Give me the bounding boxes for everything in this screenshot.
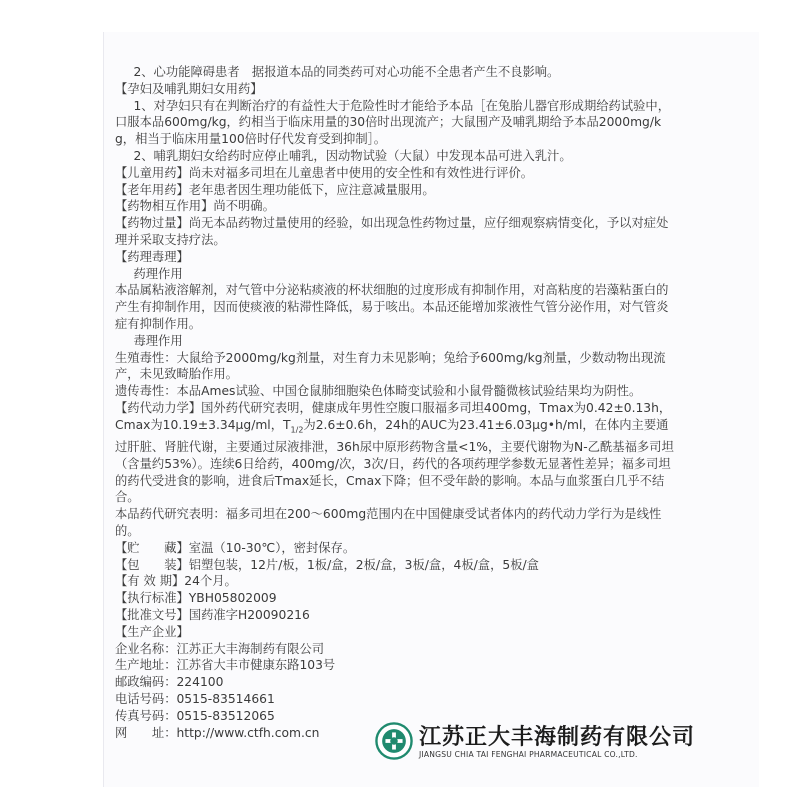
company-address-line: 生产地址：江苏省大丰市健康东路103号 bbox=[115, 658, 336, 673]
standard-paragraph: 【执行标准】YBH05802009 bbox=[115, 591, 277, 606]
pediatric-use-paragraph: 【儿童用药】尚未对福多司坦在儿童患者中使用的安全性和有效性进行评价。 bbox=[115, 165, 534, 180]
approval-number-paragraph: 【批准文号】国药准字H20090216 bbox=[115, 607, 310, 622]
pk-text-part-2: 为2.6±0.6h，24h的AUC为23.41±6.03μg•h/ml，在体内主要通过肝脏、肾脏代谢，主要通过尿液排泄，36h尿中原形药物含量<1%，主要代谢物为N-乙酰基福多司坦（含量约53%）。连续6日给药，400mg/次，3次/日，药代的各项药理学参数无显著性差异；福多司坦的药代受进食的影响，进食后Tmax延长，Cmax下降；但不受年龄的影响。本品与血浆蛋白几乎不结合。 bbox=[115, 417, 674, 505]
manufacturer-heading: 【生产企业】 bbox=[115, 624, 189, 639]
leaflet-body bbox=[115, 64, 675, 741]
pregnancy-heading: 【孕妇及哺乳期妇女用药】 bbox=[115, 81, 263, 96]
pk-text-part-1: 【药代动力学】国外药代研究表明，健康成年男性空腹口服福多司坦400mg，Tmax为0.42±0.13h，Cmax为10.19±3.34μg/ml，T bbox=[115, 400, 672, 432]
shelf-life-paragraph: 【有 效 期】24个月。 bbox=[115, 574, 237, 589]
storage-paragraph: 【贮 藏】室温（10-30℃），密封保存。 bbox=[115, 540, 356, 555]
reproductive-toxicity-paragraph: 生殖毒性：大鼠给予2000mg/kg剂量，对生育力未见影响；兔给予600mg/kg剂量，少数动物出现流产，未见致畸胎作用。 bbox=[115, 350, 666, 382]
phone-line: 电话号码：0515-83514661 bbox=[115, 691, 275, 706]
overdose-paragraph: 【药物过量】尚无本品药物过量使用的经验，如出现急性药物过量，应仔细观察病情变化，予以对症处理并采取支持疗法。 bbox=[115, 216, 669, 247]
pharmacology-subheading: 药理作用 bbox=[133, 266, 183, 281]
geriatric-use-paragraph: 【老年用药】老年患者因生理功能低下，应注意减量服用。 bbox=[115, 182, 435, 197]
toxicology-subheading: 毒理作用 bbox=[133, 333, 183, 348]
pregnancy-paragraph-2: 2、哺乳期妇女给药时应停止哺乳，因动物试验（大鼠）中发现本品可进入乳汁。 bbox=[133, 148, 572, 163]
website-line: 网 址：http://www.ctfh.com.cn bbox=[115, 725, 320, 740]
drug-interactions-paragraph: 【药物相互作用】尚不明确。 bbox=[115, 199, 275, 214]
pregnancy-paragraph-1: 1、对孕妇只有在判断治疗的有益性大于危险性时才能给予本品［在兔胎儿器官形成期给药试验中，口服本品600mg/kg，约相当于临床用量的30倍时出现流产；大鼠围产及哺乳期给予本品2000mg/kg，相当于临床用量100倍时仔代发育受到抑制］。 bbox=[115, 98, 671, 147]
company-logo-icon bbox=[375, 722, 413, 760]
half-life-subscript: 1/2 bbox=[290, 425, 304, 435]
postal-code-line: 邮政编码：224100 bbox=[115, 675, 224, 690]
genotoxicity-paragraph: 遗传毒性：本品Ames试验、中国仓鼠肺细胞染色体畸变试验和小鼠骨髓微核试验结果均为阴性。 bbox=[115, 384, 642, 399]
cardiac-patients-paragraph: 2、心功能障碍患者 据报道本品的同类药可对心功能不全患者产生不良影响。 bbox=[133, 65, 560, 79]
company-name-cn: 江苏正大丰海制药有限公司 bbox=[419, 725, 696, 750]
company-footer bbox=[375, 720, 696, 780]
fax-line: 传真号码：0515-83512065 bbox=[115, 708, 275, 723]
company-name-en: JIANGSU CHIA TAI FENGHAI PHARMACEUTICAL CO.,LTD. bbox=[419, 750, 638, 759]
pharmacokinetics-paragraph bbox=[115, 400, 675, 506]
pharmacology-paragraph: 本品属粘液溶解剂，对气管中分泌粘痰液的杯状细胞的过度形成有抑制作用，对高粘度的岩藻粘蛋白的产生有抑制作用，因而使痰液的粘滞性降低，易于咳出。本品还能增加浆液性气管分泌作用，对气管炎症有抑制作用。 bbox=[115, 283, 669, 331]
pharmacology-heading: 【药理毒理】 bbox=[115, 249, 189, 264]
company-name-line: 企业名称：江苏正大丰海制药有限公司 bbox=[115, 641, 325, 656]
packaging-paragraph: 【包 装】铝塑包装，12片/板，1板/盒，2板/盒，3板/盒，4板/盒，5板/盒 bbox=[115, 557, 539, 572]
pk-china-paragraph: 本品药代研究表明：福多司坦在200～600mg范围内在中国健康受试者体内的药代动力学行为是线性的。 bbox=[115, 507, 662, 538]
